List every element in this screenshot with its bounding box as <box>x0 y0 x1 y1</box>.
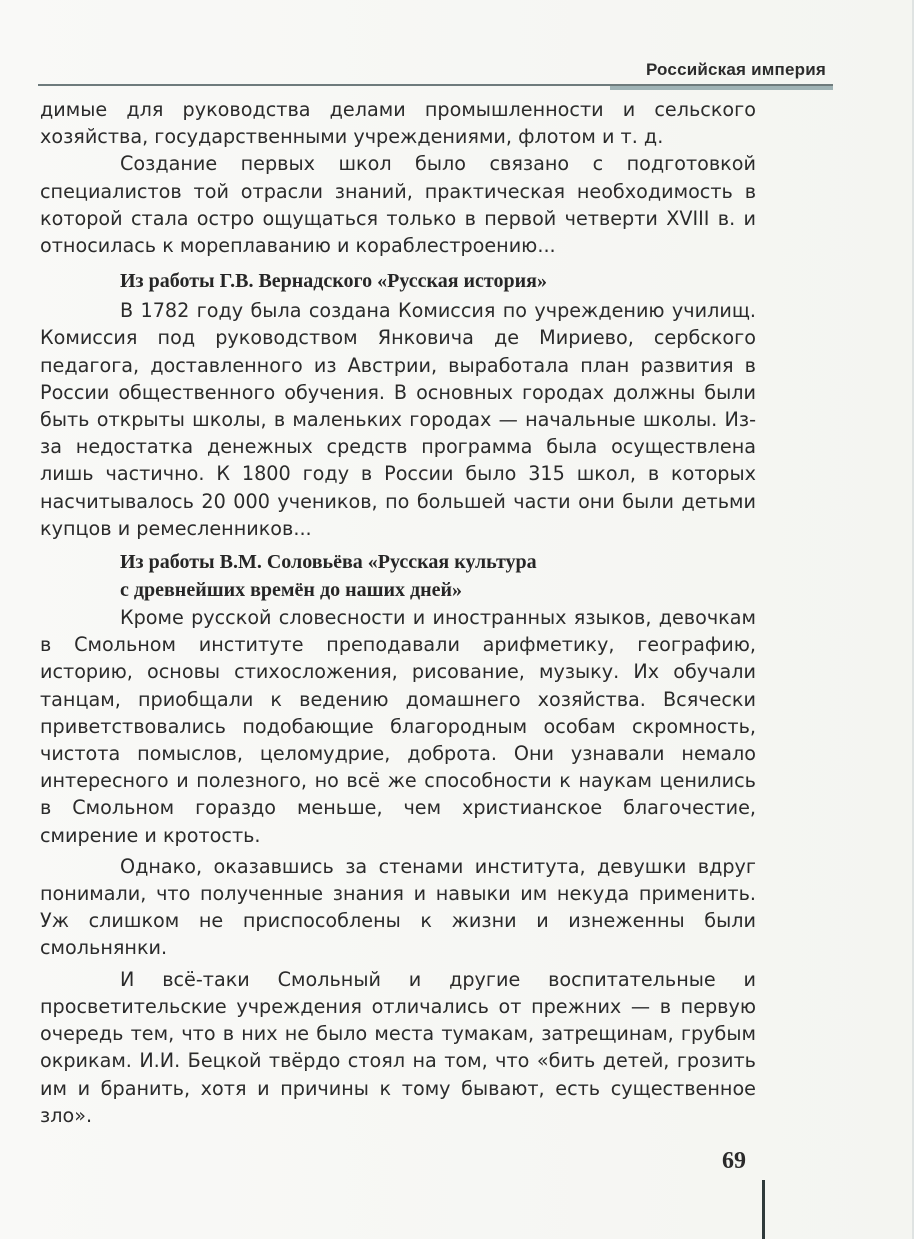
running-header: Российская империя <box>645 60 826 79</box>
paragraph-commission-1782: В 1782 году была создана Комиссия по учреждению училищ. Комиссия под руководством Янковича де Мириево, сербского педагога, доставленного из Австрии, выработала план развития в России общественного обучения. В основных городах должны были быть открыты школы, в маленьких городах — начальные школы. Из-за недостатка денежных средств программа была осуществлена лишь частично. К 1800 году в России было 315 школ, в которых насчитывалось 20 000 учеников, по большей части они были детьми купцов и ремесленников... <box>40 299 756 540</box>
paragraph-smolny-curriculum: Кроме русской словесности и иностранных языков, девочкам в Смольном институте преподавали арифметику, географию, историю, основы стихосложения, рисование, музыку. Их обучали танцам, приобщали к ведению домашнего хозяйства. Всячески приветствовались подобающие благородным особам скромность, чистота помыслов, целомудрие, доброта. Они узнавали немало интересного и полезного, но всё же способности к наукам ценились в Смольном гораздо меньше, чем христианское благочестие, смирение и кротость. <box>40 606 756 847</box>
page-body <box>40 96 756 1129</box>
paragraph-continuation: димые для руководства делами промышленности и сельского хозяйства, государственными учреждениями, флотом и т. д. <box>40 98 756 149</box>
margin-rule <box>762 1180 765 1239</box>
paragraph-smolny-graduates: Однако, оказавшись за стенами института, девушки вдруг понимали, что полученные знания и навыки им некуда применить. Уж слишком не приспособлены к жизни и изнеженны были смольнянки. <box>40 854 756 960</box>
heading-solovyov <box>40 548 756 604</box>
page-number: 69 <box>722 1148 746 1174</box>
heading-solovyov-line2: с древнейших времён до наших дней» <box>120 579 463 602</box>
heading-solovyov-line1: Из работы В.М. Соловьёва «Русская культура <box>120 551 537 574</box>
paragraph-first-schools: Создание первых школ было связано с подготовкой специалистов той отрасли знаний, практическая необходимость в которой стала остро ощущаться только в первой четверти XVIII в. и относилась к мореплаванию и кораблестроению... <box>40 152 756 258</box>
paragraph-betskoy: И всё-таки Смольный и другие воспитательные и просветительские учреждения отличались от прежних — в первую очередь тем, что в них не было места тумакам, затрещинам, грубым окрикам. И.И. Бецкой твёрдо стоял на том, что «бить детей, грозить им и бранить, хотя и причины к тому бывают, есть существенное зло». <box>40 967 756 1127</box>
header-accent-bar <box>610 86 833 90</box>
heading-vernadsky: Из работы Г.В. Вернадского «Русская история» <box>120 270 547 293</box>
